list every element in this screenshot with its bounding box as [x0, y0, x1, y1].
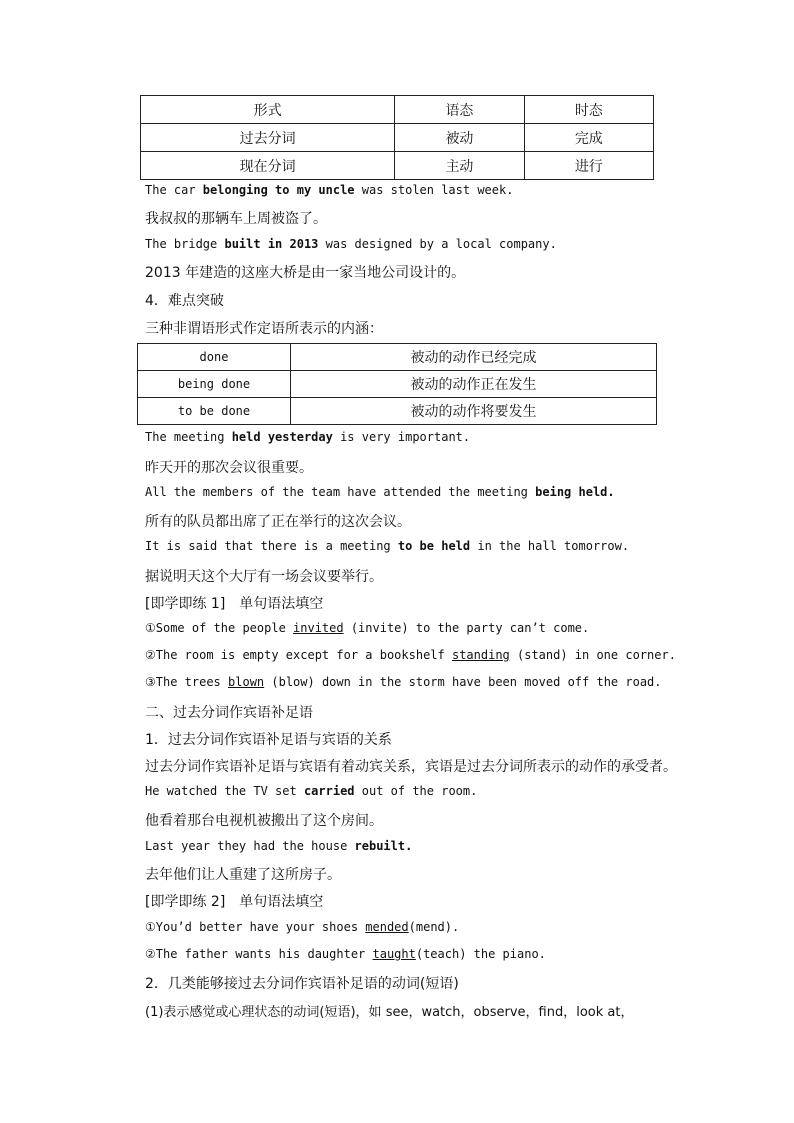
practice-item — [145, 675, 662, 689]
section-intro: 三种非谓语形式作定语所表示的内涵： — [145, 321, 383, 337]
table-header-cell: 形式 — [141, 96, 395, 124]
table-header-cell: 语态 — [395, 96, 524, 124]
non-finite-forms-table — [137, 343, 657, 425]
bold-phrase: belonging to my uncle — [202, 183, 355, 197]
text: ①Some of the people — [145, 621, 294, 635]
table-row — [141, 124, 654, 152]
example-sentence — [145, 839, 412, 853]
text: was stolen last week. — [354, 183, 514, 197]
text: (teach) the piano. — [415, 947, 546, 961]
text: All the members of the team have attended the meeting — [145, 485, 536, 499]
example-sentence — [145, 237, 557, 251]
text: out of the room. — [354, 784, 478, 798]
table-row — [138, 398, 657, 425]
table-cell: 完成 — [524, 124, 653, 152]
table-cell: 过去分词 — [141, 124, 395, 152]
answer-underlined: mended — [365, 920, 409, 934]
text: (stand) in one corner. — [509, 648, 676, 662]
table-row — [138, 344, 657, 371]
example-translation: 据说明天这个大厅有一场会议要举行。 — [145, 569, 383, 585]
bold-phrase: built in 2013 — [224, 237, 319, 251]
text: Last year they had the house — [145, 839, 355, 853]
example-sentence — [145, 183, 513, 197]
table-cell: done — [138, 344, 291, 371]
bold-phrase: carried — [303, 784, 355, 798]
example-translation: 2013 年建造的这座大桥是由一家当地公司设计的。 — [145, 265, 466, 281]
table-cell: 进行 — [524, 152, 653, 180]
bold-phrase: being held. — [535, 485, 615, 499]
text: ②The father wants his daughter — [145, 947, 373, 961]
text: He watched the TV set — [145, 784, 304, 798]
text: is very important. — [332, 430, 471, 444]
practice-title: [即学即练 2] 单句语法填空 — [145, 894, 324, 910]
table-cell: 主动 — [395, 152, 524, 180]
text: It is said that there is a meeting — [145, 539, 398, 553]
explanation-text: 过去分词作宾语补足语与宾语有着动宾关系，宾语是过去分词所表示的动作的承受者。 — [145, 759, 677, 775]
answer-underlined: invited — [293, 621, 344, 635]
subsection-title: 2．几类能够接过去分词作宾语补足语的动词(短语) — [145, 976, 459, 992]
table-header-row — [141, 96, 654, 124]
example-sentence — [145, 784, 477, 798]
practice-item — [145, 621, 589, 635]
section-title: 4．难点突破 — [145, 293, 224, 309]
table-row — [138, 371, 657, 398]
text: (invite) to the party can’t come. — [343, 621, 590, 635]
table-row — [141, 152, 654, 180]
practice-title: [即学即练 1] 单句语法填空 — [145, 596, 324, 612]
table-header-cell: 时态 — [524, 96, 653, 124]
practice-item — [145, 920, 459, 934]
text: (blow) down in the storm have been moved off the road. — [264, 675, 662, 689]
table-cell: being done — [138, 371, 291, 398]
text: The car — [145, 183, 203, 197]
example-sentence — [145, 485, 615, 499]
text: (mend). — [408, 920, 460, 934]
text: The meeting — [145, 430, 232, 444]
answer-underlined: blown — [228, 675, 265, 689]
section-heading: 二、过去分词作宾语补足语 — [145, 705, 313, 721]
subsection-title: 1．过去分词作宾语补足语与宾语的关系 — [145, 732, 392, 748]
example-translation: 我叔叔的那辆车上周被盗了。 — [145, 211, 327, 227]
example-translation: 所有的队员都出席了正在举行的这次会议。 — [145, 514, 411, 530]
answer-underlined: standing — [451, 648, 510, 662]
practice-item — [145, 947, 546, 961]
text: in the hall tomorrow. — [470, 539, 630, 553]
table-cell: to be done — [138, 398, 291, 425]
table-cell: 被动 — [395, 124, 524, 152]
practice-item — [145, 648, 676, 662]
example-translation: 他看着那台电视机被搬出了这个房间。 — [145, 813, 383, 829]
bold-phrase: held yesterday — [231, 430, 333, 444]
form-voice-tense-table — [140, 95, 654, 180]
example-translation: 去年他们让人重建了这所房子。 — [145, 867, 341, 883]
bold-phrase: to be held — [397, 539, 471, 553]
example-translation: 昨天开的那次会议很重要。 — [145, 460, 313, 476]
table-cell: 被动的动作正在发生 — [291, 371, 657, 398]
text: ②The room is empty except for a bookshelf — [145, 648, 452, 662]
table-cell: 被动的动作将要发生 — [291, 398, 657, 425]
example-sentence — [145, 430, 470, 444]
bold-phrase: rebuilt. — [354, 839, 413, 853]
list-item: (1)表示感觉或心理状态的动词(短语)，如 see，watch，observe，find，look at， — [145, 1005, 634, 1020]
answer-underlined: taught — [372, 947, 416, 961]
table-cell: 被动的动作已经完成 — [291, 344, 657, 371]
table-cell: 现在分词 — [141, 152, 395, 180]
text: The bridge — [145, 237, 225, 251]
text: was designed by a local company. — [318, 237, 557, 251]
text: ①You’d better have your shoes — [145, 920, 366, 934]
text: ③The trees — [145, 675, 229, 689]
example-sentence — [145, 539, 629, 553]
